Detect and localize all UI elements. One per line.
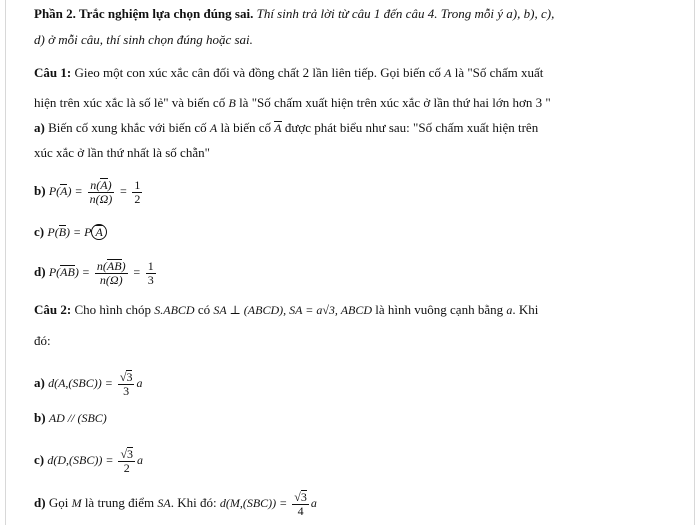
q2-option-b xyxy=(34,410,107,426)
q2-stem-text-3: là hình vuông cạnh bằng xyxy=(375,302,504,317)
q2-side: a xyxy=(506,303,513,317)
q1-stem-text-2-end: là "Số chấm xuất hiện trên xúc xắc ở lần thứ hai lớn hơn 3 " xyxy=(239,95,551,110)
q2-option-d-text-1: Gọi xyxy=(48,494,69,510)
q2-pyramid: S.ABCD xyxy=(154,303,195,317)
q1-option-b-formula: P(A) = $\frac{n(A)}{n(\Omega)}$ = $\frac{1}{2}$ xyxy=(48,177,141,206)
q1-stem-text-1: Gieo một con xúc xắc cân đối và đồng chất 2 lần liên tiếp. Gọi biến cố xyxy=(74,65,441,80)
q2-option-c-label: c) xyxy=(34,451,45,467)
section-header xyxy=(34,6,554,22)
q1-option-a-text-2: là biến cố xyxy=(220,120,271,135)
q2-option-a-formula: d(A,(SBC)) = $\frac{√3}{3}$ a xyxy=(48,370,143,398)
q2-option-d-text-3: . Khi đó: xyxy=(170,494,217,510)
q2-option-d-text-2: là trung điểm xyxy=(84,494,155,510)
q2-option-c xyxy=(34,447,143,475)
section-title: Phần 2. Trắc nghiệm lựa chọn đúng sai. xyxy=(34,6,254,21)
q1-option-c xyxy=(34,224,107,240)
q1-option-a xyxy=(34,120,538,136)
q1-event-b: B xyxy=(228,96,236,110)
q1-option-c-formula: P(B) = P A xyxy=(47,225,106,239)
section-instruction-2: d) ở mỗi câu, thí sinh chọn đúng hoặc sai. xyxy=(34,32,253,47)
q1-option-d-label: d) xyxy=(34,263,46,279)
q1-stem-line-2 xyxy=(34,95,551,111)
q1-option-b xyxy=(34,178,144,206)
q2-option-d-segment-sa: SA xyxy=(157,495,171,510)
q2-option-d-point-m: M xyxy=(71,495,82,510)
q2-stem-text-1: Cho hình chóp xyxy=(74,302,152,317)
q1-option-a-text-3: được phát biểu như sau: "Số chấm xuất hiện trên xyxy=(284,120,539,135)
q1-option-d xyxy=(34,259,158,287)
q2-option-d-label: d) xyxy=(34,494,46,510)
q1-option-a-label: a) xyxy=(34,120,45,135)
q2-option-a xyxy=(34,370,142,398)
q1-option-a-complement: A xyxy=(274,121,282,135)
q2-option-c-formula: d(D,(SBC)) = $\frac{√3}{2}$ a xyxy=(47,447,144,475)
q1-option-c-label: c) xyxy=(34,224,45,239)
q1-stem-text-2: hiện trên xúc xắc là số lẻ" và biến cố xyxy=(34,95,226,110)
q2-stem-line-1 xyxy=(34,302,538,318)
q1-option-a-event: A xyxy=(209,121,218,135)
q2-stem-text-2: có xyxy=(197,302,211,317)
q1-label: Câu 1: xyxy=(34,65,72,80)
q1-option-a-line-2: xúc xắc ở lần thứ nhất là số chẵn" xyxy=(34,145,210,160)
q1-stem-text-1-end: là "Số chấm xuất xyxy=(454,65,544,80)
q1-stem-line-1 xyxy=(34,65,543,81)
q2-option-b-label: b) xyxy=(34,410,46,425)
q1-option-d-formula: P(AB) = $\frac{n(AB)}{n(\Omega)}$ = $\frac{1}{3}$ xyxy=(48,258,154,287)
q2-option-d-formula: d(M,(SBC)) = $\frac{√3}{4}$ a xyxy=(219,490,317,518)
q2-option-b-formula: AD // (SBC) xyxy=(48,411,107,425)
q2-condition: SA ⊥ (ABCD), SA = a√3, ABCD xyxy=(213,303,373,317)
q1-option-b-label: b) xyxy=(34,182,46,198)
section-instruction-1: Thí sinh trả lời từ câu 1 đến câu 4. Trong mỗi ý a), b), c), xyxy=(256,6,555,21)
q2-option-a-label: a) xyxy=(34,374,45,390)
q1-option-a-text-1: Biến cố xung khắc với biến cố xyxy=(48,120,207,135)
q2-label: Câu 2: xyxy=(34,302,72,317)
q2-stem-text-4: . Khi xyxy=(512,302,539,317)
q1-event-a: A xyxy=(444,66,452,80)
q2-stem-line-2: đó: xyxy=(34,333,51,348)
q2-option-d xyxy=(34,490,317,518)
